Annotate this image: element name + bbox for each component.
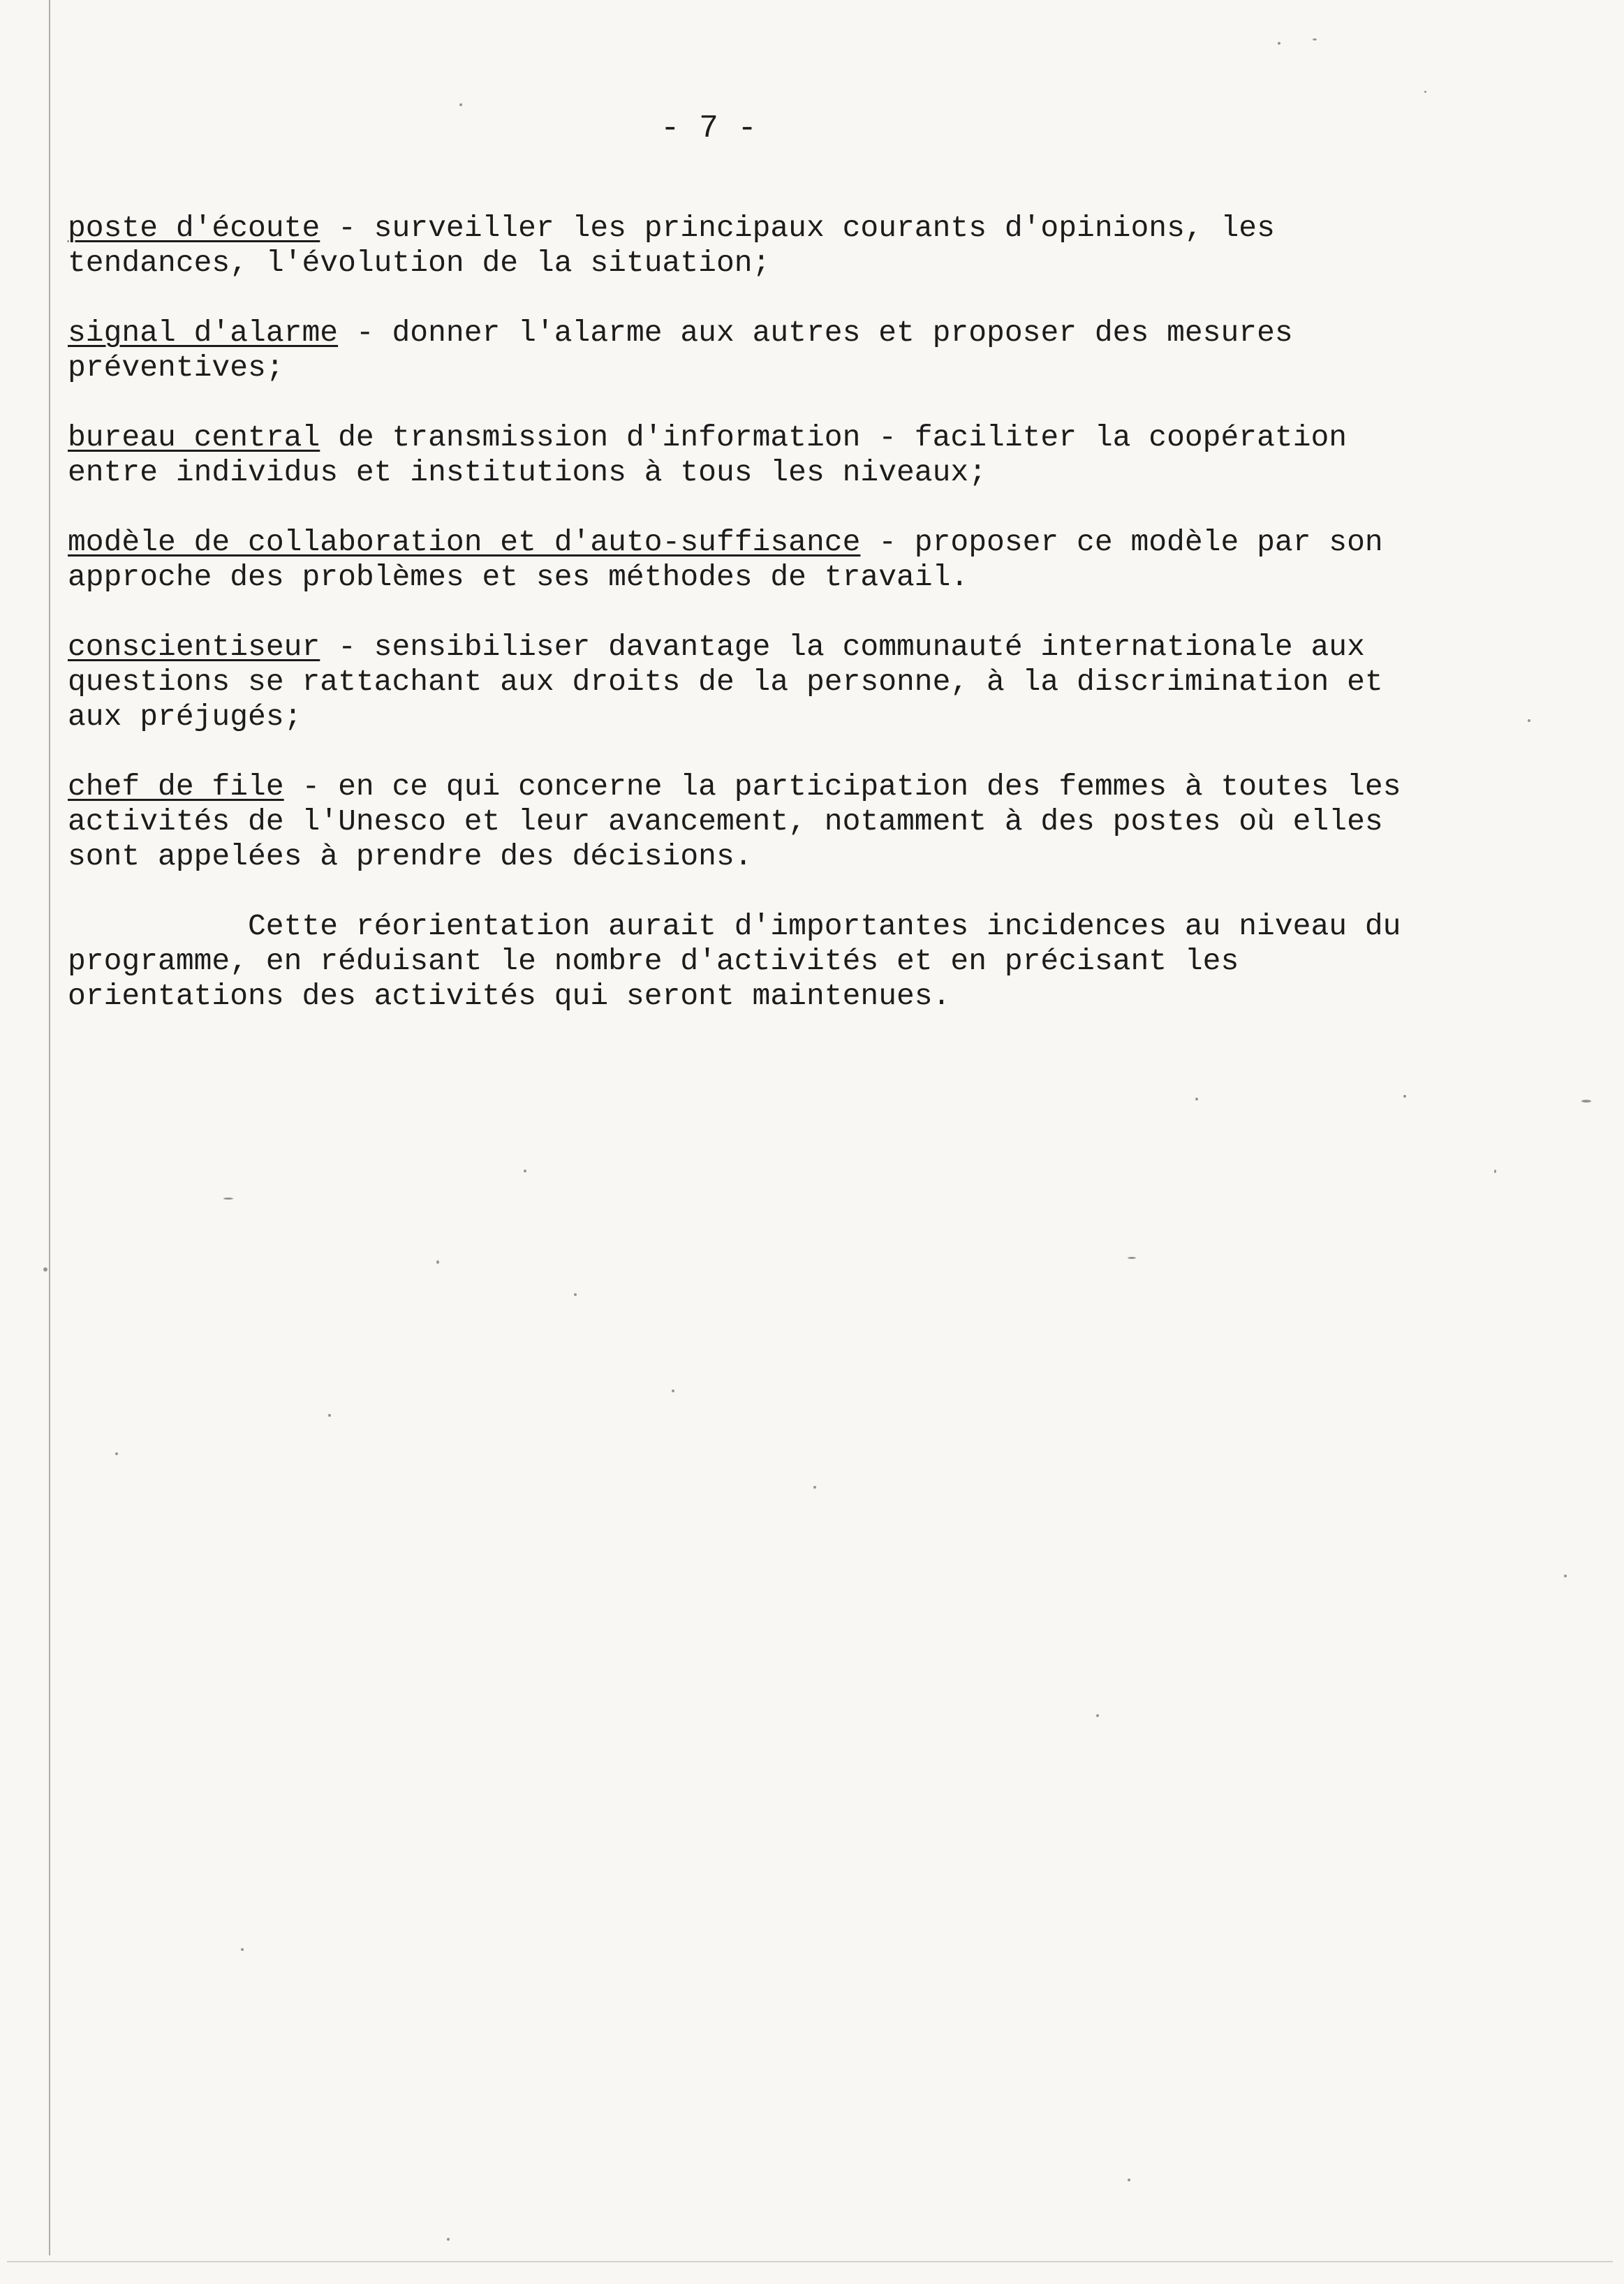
scan-speck	[1424, 91, 1426, 93]
scan-speck	[1096, 1714, 1099, 1717]
scan-speck	[241, 1948, 244, 1951]
entry-term: conscientiseur	[68, 630, 320, 664]
scan-speck	[459, 103, 462, 106]
scan-speck	[223, 1198, 233, 1200]
list-item	[68, 525, 1464, 595]
entry-term: modèle de collaboration et d'auto-suffisance	[68, 525, 861, 559]
document-body	[68, 211, 1464, 1014]
entry-term: signal d'alarme	[68, 316, 339, 350]
scan-speck	[436, 1260, 439, 1264]
scan-speck	[1581, 1100, 1591, 1103]
entry-text: - surveiller les principaux courants d'opinions, les tendances, l'évolution de la situation;	[68, 211, 1275, 280]
page-number: - 7 -	[660, 110, 758, 147]
list-item	[68, 211, 1464, 281]
list-item	[68, 769, 1464, 874]
bottom-edge-rule	[7, 2261, 1613, 2262]
entry-text: - en ce qui concerne la participation des femmes à toutes les activités de l'Unesco et leur avancement, notamment à des postes où elles sont appelées à prendre des décisions.	[68, 769, 1401, 874]
entry-text: de transmission d'information - faciliter la coopération entre individus et institutions à tous les niveaux;	[68, 420, 1348, 489]
scan-speck	[813, 1486, 816, 1489]
entry-term: chef de file	[68, 769, 284, 804]
closing-paragraph: Cette réorientation aurait d'importantes incidences au niveau du programme, en réduisant le nombre d'activités et en précisant les orientations des activités qui seront maintenues.	[68, 909, 1401, 1013]
scan-speck	[1128, 2179, 1130, 2181]
scan-speck	[1528, 719, 1530, 722]
scan-speck	[1564, 1575, 1567, 1577]
scan-speck	[1313, 38, 1317, 40]
left-margin-rule	[49, 0, 50, 2255]
scan-speck	[328, 1414, 331, 1417]
scan-speck	[672, 1390, 674, 1392]
entry-term: bureau central	[68, 420, 320, 455]
entry-text: - donner l'alarme aux autres et proposer des mesures préventives;	[68, 316, 1293, 385]
scan-speck	[1403, 1095, 1406, 1098]
scan-speck	[1494, 1170, 1496, 1173]
scan-speck	[115, 1452, 118, 1455]
entry-term: poste d'écoute	[68, 211, 320, 245]
scan-speck	[43, 1267, 47, 1272]
scan-speck	[447, 2238, 450, 2241]
list-item	[68, 630, 1464, 735]
list-item	[68, 316, 1464, 385]
entry-text: - proposer ce modèle par son approche des problèmes et ses méthodes de travail.	[68, 525, 1383, 594]
entry-text: - sensibiliser davantage la communauté internationale aux questions se rattachant aux droits de la personne, à la discrimination et aux préjugés;	[68, 630, 1383, 734]
scan-speck	[524, 1170, 526, 1172]
list-item	[68, 420, 1464, 490]
scan-speck	[1278, 42, 1280, 45]
scan-speck	[574, 1293, 577, 1296]
scan-speck	[1195, 1098, 1198, 1100]
scan-speck	[1128, 1257, 1136, 1259]
